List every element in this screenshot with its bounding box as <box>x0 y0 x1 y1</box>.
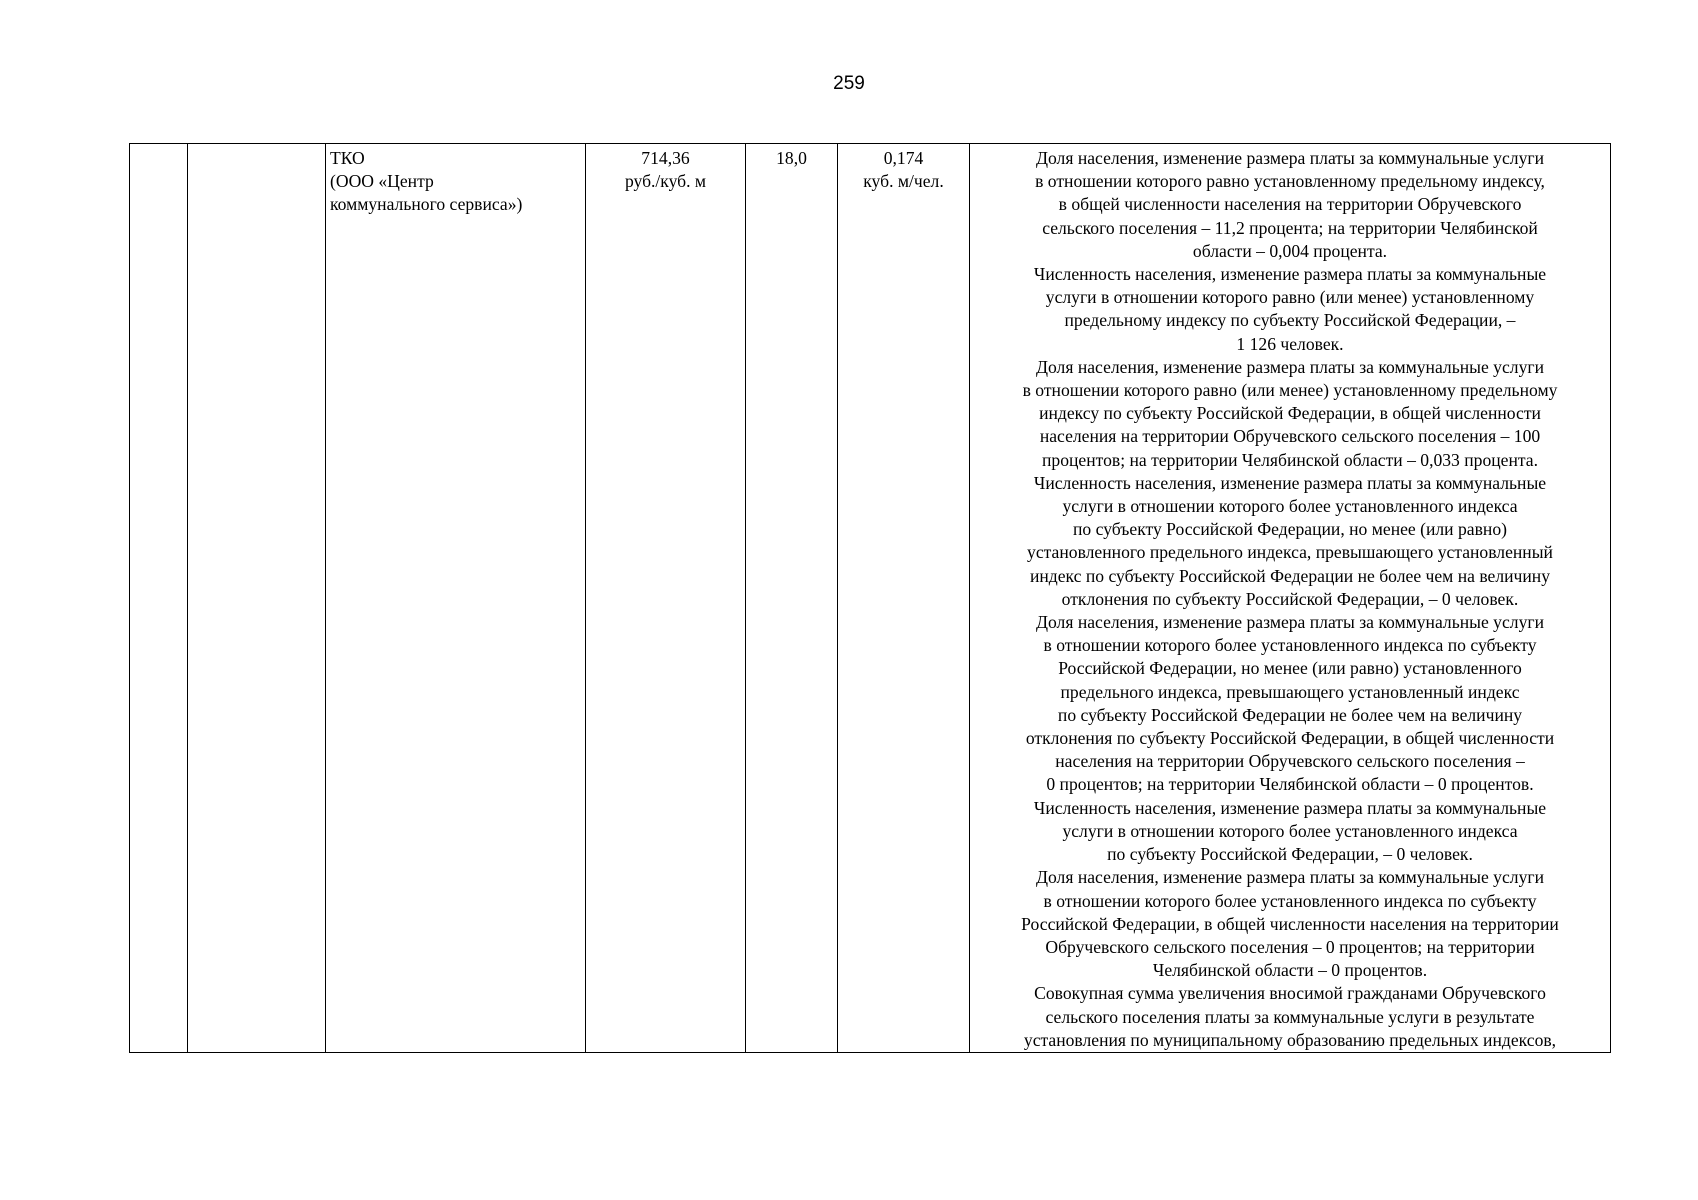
growth-cell <box>746 144 838 1053</box>
table-row <box>130 144 1611 1053</box>
description-paragraph: Численность населения, изменение размера платы за коммунальные услуги в отношении которого равно (или менее) установленному предельному индексу по субъекту Российской Федерации, – 1 126 человек. <box>1033 264 1547 354</box>
description-paragraph: Доля населения, изменение размера платы за коммунальные услуги в отношении которого равно установленному предельному индексу, в общей численности населения на территории Обручевского сельского поселения – 11,2 процента; на территории Челябинской области – 0,004 процента. <box>1035 148 1545 261</box>
volume-cell <box>838 144 970 1053</box>
row-number-cell <box>130 144 188 1053</box>
description-paragraph: Доля населения, изменение размера платы за коммунальные услуги в отношении которого более установленного индекса по субъекту Российской Федерации, в общей численности населения на территории Обручевского сельского поселения – 0 процентов; на территории Челябинской области – 0 процентов. <box>1021 867 1559 981</box>
page-number: 259 <box>833 73 865 94</box>
description-paragraph: Численность населения, изменение размера платы за коммунальные услуги в отношении которого более установленного индекса по субъекту Российской Федерации, – 0 человек. <box>1033 797 1547 865</box>
tariff-text: 714,36 руб./куб. м <box>624 148 707 192</box>
volume-text: 0,174 куб. м/чел. <box>863 148 944 192</box>
data-table <box>129 143 1611 1053</box>
service-cell <box>326 144 586 1053</box>
growth-text: 18,0 <box>776 148 807 168</box>
municipality-cell <box>188 144 326 1053</box>
tariff-cell <box>586 144 746 1053</box>
description-paragraph: Доля населения, изменение размера платы за коммунальные услуги в отношении которого равно (или менее) установленному предельному индексу по субъекту Российской Федерации, в общей численности населения на территории Обручевского сельского поселения – 100 процентов; на территории Челябинской области – 0,033 процента. <box>1022 356 1558 470</box>
description-cell <box>970 144 1611 1053</box>
description-paragraph: Доля населения, изменение размера платы за коммунальные услуги в отношении которого более установленного индекса по субъекту Российской Федерации, но менее (или равно) установленного предельного индекса, превышающего установленный индекс по субъекту Российской Федерации не более чем на величину отклонения по субъекту Российской Федерации, в общей численности населения на территории Обручевского сельского поселения – 0 процентов; на территории Челябинской области – 0 процентов. <box>1025 612 1555 795</box>
description-paragraph: Численность населения, изменение размера платы за коммунальные услуги в отношении которого более установленного индекса по субъекту Российской Федерации, но менее (или равно) установленного предельного индекса, превышающего установленный индекс по субъекту Российской Федерации не более чем на величину отклонения по субъекту Российской Федерации, – 0 человек. <box>1027 472 1553 609</box>
service-text: ТКО (ООО «Центр коммунального сервиса») <box>330 148 523 215</box>
description-paragraph: Совокупная сумма увеличения вносимой гражданами Обручевского сельского поселения платы за коммунальные услуги в результате установления по муниципальному образованию предельных индексов, <box>1023 983 1557 1050</box>
